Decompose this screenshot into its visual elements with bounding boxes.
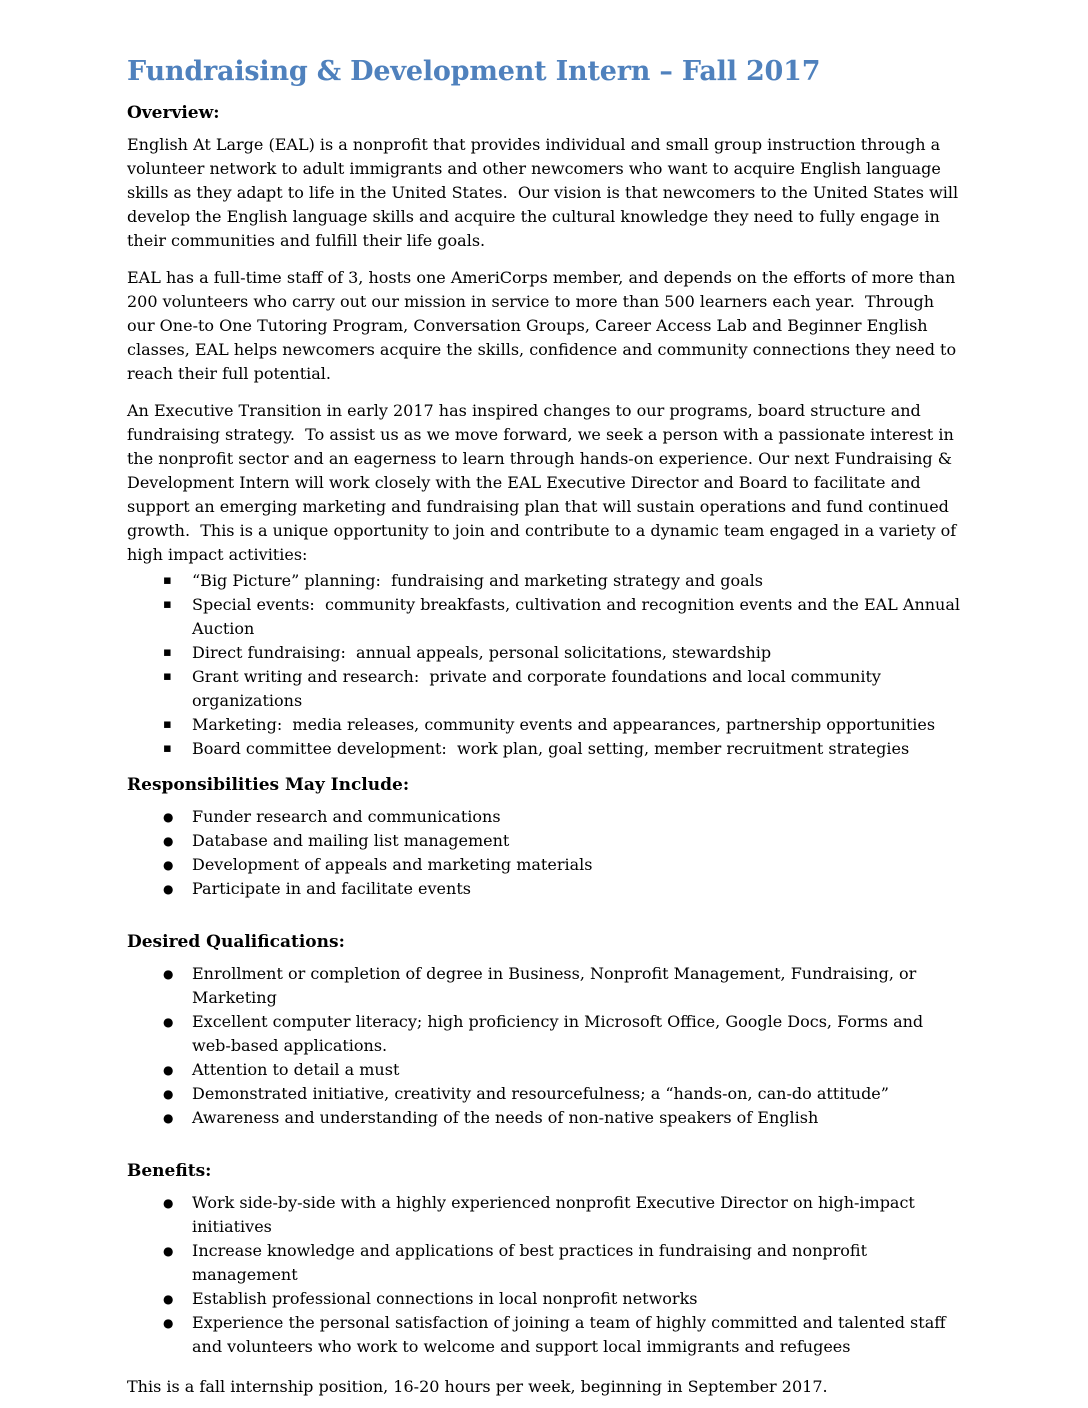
list-item (127, 853, 965, 877)
square-bullet-icon: ▪ (163, 669, 172, 684)
list-item (127, 569, 965, 593)
paragraph-transition: An Executive Transition in early 2017 has inspired changes to our programs, board structure and fundraising strategy. To assist us as we move forward, we seek a person with a passionate interest in the nonprofit sector and an eagerness to learn through hands-on experience. Our next Fundraising & Development Intern will work closely with the EAL Executive Director and Board to facilitate and support an emerging marketing and fundraising plan that will sustain operations and fund continued growth. This is a unique opportunity to join and contribute to a dynamic team engaged in a variety of high impact activities: (127, 401, 962, 564)
round-bullet-icon: ● (163, 1196, 174, 1210)
list-item-text: Increase knowledge and applications of best practices in fundraising and nonprofit management (192, 1241, 873, 1284)
heading-qualifications: Desired Qualifications: (127, 932, 345, 952)
square-bullet-icon: ▪ (163, 573, 172, 588)
document-content (127, 56, 965, 1399)
list-item (127, 805, 965, 829)
list-item-text: Experience the personal satisfaction of joining a team of highly committed and talented staff and volunteers who work to welcome and support local immigrants and refugees (192, 1313, 951, 1356)
round-bullet-icon: ● (163, 1087, 174, 1101)
list-item-text: Awareness and understanding of the needs of non-native speakers of English (192, 1108, 819, 1127)
list-item-text: “Big Picture” planning: fundraising and marketing strategy and goals (192, 571, 763, 590)
list-item (127, 1010, 965, 1058)
list-item (127, 1106, 965, 1130)
square-bullet-icon: ▪ (163, 717, 172, 732)
list-item (127, 1287, 965, 1311)
heading-overview: Overview: (127, 103, 220, 123)
list-item (127, 1058, 965, 1082)
qualifications-list (127, 962, 965, 1130)
list-item (127, 641, 965, 665)
round-bullet-icon: ● (163, 1244, 174, 1258)
list-item-text: Database and mailing list management (192, 831, 510, 850)
list-item (127, 665, 965, 713)
responsibilities-list (127, 805, 965, 901)
list-item-text: Work side-by-side with a highly experienced nonprofit Executive Director on high-impact initiatives (192, 1193, 920, 1236)
list-item-text: Special events: community breakfasts, cultivation and recognition events and the EAL Annual Auction (192, 595, 966, 638)
round-bullet-icon: ● (163, 1292, 174, 1306)
list-item (127, 962, 965, 1010)
list-item (127, 1239, 965, 1287)
list-item-text: Excellent computer literacy; high proficiency in Microsoft Office, Google Docs, Forms and web-based applications. (192, 1012, 929, 1055)
paragraph-closing: This is a fall internship position, 16-20 hours per week, beginning in September 2017. (127, 1377, 828, 1396)
round-bullet-icon: ● (163, 858, 174, 872)
list-item (127, 1311, 965, 1359)
list-item-text: Direct fundraising: annual appeals, personal solicitations, stewardship (192, 643, 772, 662)
list-item (127, 737, 965, 761)
list-item-text: Demonstrated initiative, creativity and resourcefulness; a “hands-on, can-do attitude” (192, 1084, 889, 1103)
heading-benefits: Benefits: (127, 1161, 212, 1181)
list-item-text: Establish professional connections in local nonprofit networks (192, 1289, 698, 1308)
list-item (127, 829, 965, 853)
round-bullet-icon: ● (163, 834, 174, 848)
round-bullet-icon: ● (163, 882, 174, 896)
list-item-text: Marketing: media releases, community events and appearances, partnership opportunities (192, 715, 936, 734)
square-bullet-icon: ▪ (163, 645, 172, 660)
list-item-text: Enrollment or completion of degree in Business, Nonprofit Management, Fundraising, or Marketing (192, 964, 922, 1007)
round-bullet-icon: ● (163, 1111, 174, 1125)
list-item-text: Grant writing and research: private and corporate foundations and local community organizations (192, 667, 887, 710)
paragraph-intro: English At Large (EAL) is a nonprofit that provides individual and small group instruction through a volunteer network to adult immigrants and other newcomers who want to acquire English language skills as they adapt to life in the United States. Our vision is that newcomers to the United States will develop the English language skills and acquire the cultural knowledge they need to fully engage in their communities and fulfill their life goals. (127, 135, 964, 250)
heading-responsibilities: Responsibilities May Include: (127, 775, 410, 795)
list-item-text: Board committee development: work plan, goal setting, member recruitment strategies (192, 739, 910, 758)
page-title: Fundraising & Development Intern – Fall 2017 (127, 56, 821, 87)
round-bullet-icon: ● (163, 1063, 174, 1077)
list-item-text: Attention to detail a must (192, 1060, 400, 1079)
square-bullet-icon: ▪ (163, 597, 172, 612)
paragraph-organization: EAL has a full-time staff of 3, hosts one AmeriCorps member, and depends on the efforts of more than 200 volunteers who carry out our mission in service to more than 500 learners each year. Through our One-to One Tutoring Program, Conversation Groups, Career Access Lab and Beginner English classes, EAL helps newcomers acquire the skills, confidence and community connections they need to reach their full potential. (127, 268, 962, 383)
list-item-text: Funder research and communications (192, 807, 501, 826)
benefits-list (127, 1191, 965, 1359)
square-bullet-icon: ▪ (163, 741, 172, 756)
list-item (127, 1191, 965, 1239)
list-item-text: Development of appeals and marketing materials (192, 855, 593, 874)
list-item (127, 877, 965, 901)
round-bullet-icon: ● (163, 1316, 174, 1330)
list-item (127, 1082, 965, 1106)
list-item-text: Participate in and facilitate events (192, 879, 471, 898)
round-bullet-icon: ● (163, 810, 174, 824)
round-bullet-icon: ● (163, 1015, 174, 1029)
list-item (127, 713, 965, 737)
list-item (127, 593, 965, 641)
activities-list (127, 569, 965, 761)
round-bullet-icon: ● (163, 967, 174, 981)
